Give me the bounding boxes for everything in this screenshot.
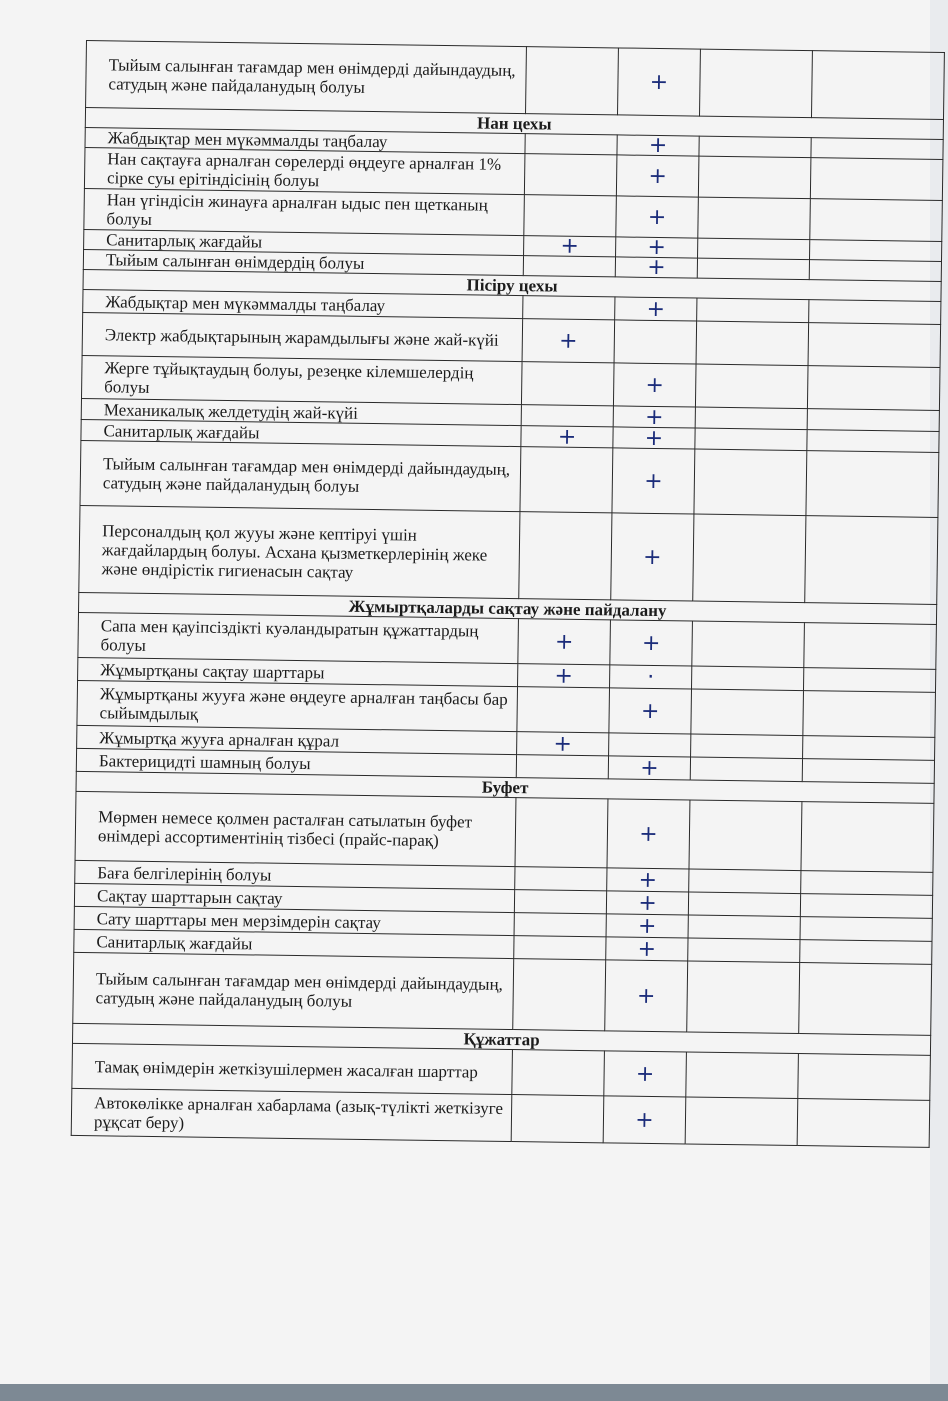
check-mark-cell-c2: + (606, 914, 688, 938)
check-mark-cell-c3 (688, 892, 800, 917)
check-mark-cell-c1 (517, 687, 610, 733)
checklist-item-text: Нан сақтауға арналған сөрелерді өңдеуге арналған 1% сірке суы ерітіндісінің болуы (84, 147, 525, 194)
check-mark-cell-c4 (803, 691, 936, 738)
check-mark-cell-c2: + (616, 155, 699, 197)
check-mark-cell-c3 (698, 197, 811, 240)
check-mark-cell-c3 (698, 156, 811, 199)
check-mark-cell-c2: + (615, 297, 697, 321)
check-mark-cell-c2: + (609, 688, 692, 734)
check-mark-cell-c1 (516, 755, 608, 779)
checklist-item-text: Жұмыртқа жууға арналған құрал (77, 725, 517, 754)
check-mark-cell-c1 (514, 913, 606, 937)
check-mark-cell-c2: + (611, 513, 694, 601)
check-mark-cell-c2: + (612, 448, 695, 514)
check-mark-cell-c4 (806, 451, 939, 518)
checklist-item-text: Механикалық желдетудің жай-күйі (81, 398, 521, 425)
check-mark-cell-c4 (803, 668, 935, 693)
check-mark-cell-c4 (807, 430, 939, 453)
check-mark-cell-c3 (695, 428, 807, 451)
check-mark-cell-c2: + (603, 1096, 686, 1144)
desk-surface (0, 1384, 948, 1401)
check-mark-cell-c3 (692, 621, 805, 668)
check-mark-cell-c1 (512, 1050, 605, 1096)
check-mark-cell-c2: + (613, 427, 695, 449)
check-mark-cell-c4 (798, 1054, 931, 1101)
check-mark-cell-c1 (519, 512, 612, 600)
check-mark-cell-c3 (688, 938, 800, 963)
checklist-item-text: Сату шарттары мен мерзімдерін сақтау (74, 906, 514, 935)
check-mark-cell-c4 (810, 199, 943, 242)
check-mark-cell-c2: + (616, 196, 699, 238)
inspection-checklist-table (71, 40, 945, 1148)
check-mark-cell-c1 (523, 296, 615, 320)
check-mark-cell-c1 (526, 47, 619, 115)
check-mark-cell-c2: + (606, 891, 688, 915)
check-mark-cell-c2: + (605, 960, 688, 1032)
check-mark-cell-c3 (687, 961, 800, 1034)
check-mark-cell-c1 (515, 867, 607, 891)
check-mark-cell-c4 (800, 917, 932, 942)
check-mark-cell-c2: + (607, 799, 690, 869)
check-mark-cell-c4 (804, 623, 937, 670)
check-mark-cell-c1: + (521, 426, 613, 448)
check-mark-cell-c3 (696, 321, 809, 366)
check-mark-cell-c1: + (522, 319, 615, 363)
check-mark-cell-c4 (797, 1099, 930, 1148)
check-mark-cell-c3 (691, 689, 804, 736)
check-mark-cell-c3 (690, 757, 802, 782)
checklist-row (86, 41, 945, 120)
check-mark-cell-c4 (811, 138, 943, 160)
check-mark-cell-c1: + (518, 664, 610, 688)
checklist-row (75, 791, 934, 872)
check-mark-cell-c2: + (618, 48, 701, 116)
check-mark-cell-c4 (811, 51, 944, 120)
check-mark-cell-c3 (699, 136, 811, 158)
checklist-item-text: Электр жабдықтарының жарамдылығы және жай-күйі (82, 312, 523, 361)
check-mark-cell-c3 (699, 49, 812, 118)
check-mark-cell-c2: + (607, 868, 689, 892)
check-mark-cell-c4 (807, 409, 939, 432)
checklist-item-text: Санитарлық жағдайы (81, 419, 521, 446)
check-mark-cell-c4 (809, 260, 941, 282)
section-title: Буфет (76, 771, 934, 803)
check-mark-cell-c1: + (518, 619, 611, 665)
checklist-item-text: Жұмыртқаны сақтау шарттары (78, 657, 518, 686)
checklist-item-text: Персоналдың қол жууы және кептіруі үшін жағдайлардың болуы. Асхана қызметкерлерінің жеке және өндірістік гигиенасын сақтау (79, 505, 520, 598)
section-title: Құжаттар (72, 1023, 930, 1055)
checklist-item-text: Тыйым салынған тағамдар мен өнімдерді дайындаудың, сатудың және пайдаланудың болуы (86, 41, 527, 114)
checklist-item-text: Нан үгіндісін жинауға арналған ыдыс пен щетканың болуы (84, 188, 525, 235)
check-mark-cell-c3 (695, 407, 807, 430)
check-mark-cell-c4 (810, 240, 942, 262)
checklist-item-text: Жұмыртқаны жууға және өңдеуге арналған таңбасы бар сыйымдылық (77, 680, 518, 731)
check-mark-cell-c3 (688, 915, 800, 940)
check-mark-cell-c3 (686, 1052, 799, 1099)
checklist-item-text: Жабдықтар мен мүкәммалды таңбалау (83, 289, 523, 318)
check-mark-cell-c3 (698, 238, 810, 260)
check-mark-cell-c3 (693, 514, 806, 603)
check-mark-cell-c4 (801, 871, 933, 896)
check-mark-cell-c1 (525, 134, 617, 155)
checklist-item-text: Мөрмен немесе қолмен расталған сатылатын буфет өнімдері ассортиментінің тізбесі (прайс-парақ) (75, 791, 516, 866)
check-mark-cell-c1 (520, 447, 613, 513)
check-mark-cell-c2: + (617, 135, 699, 156)
check-mark-cell-c1 (524, 195, 617, 237)
check-mark-cell-c1 (523, 256, 615, 277)
check-mark-cell-c2: + (613, 406, 695, 428)
checklist-item-text: Тыйым салынған өнімдердің болуы (83, 249, 523, 275)
check-mark-cell-c2: · (610, 665, 692, 689)
checklist-item-text: Тыйым салынған тағамдар мен өнімдерді дайындаудың, сатудың және пайдаланудың болуы (73, 952, 514, 1029)
check-mark-cell-c4 (801, 802, 934, 873)
check-mark-cell-c4 (799, 963, 932, 1036)
check-mark-cell-c2 (609, 733, 691, 757)
check-mark-cell-c1 (511, 1095, 604, 1143)
check-mark-cell-c4 (808, 323, 941, 368)
check-mark-cell-c3 (695, 364, 808, 409)
section-title: Пісіру цехы (83, 269, 941, 301)
checklist-item-text: Санитарлық жағдайы (84, 229, 524, 255)
checklist-item-text: Тыйым салынған тағамдар мен өнімдерді дайындаудың, сатудың және пайдаланудың болуы (80, 440, 521, 511)
check-mark-cell-c3 (689, 800, 802, 871)
checklist-row (80, 440, 939, 517)
check-mark-cell-c1 (521, 405, 613, 427)
check-mark-cell-c1 (524, 154, 617, 196)
check-mark-cell-c4 (809, 300, 941, 325)
check-mark-cell-c2: + (604, 1051, 687, 1097)
check-mark-cell-c2: + (606, 937, 688, 961)
check-mark-cell-c4 (800, 894, 932, 919)
checklist-item-text: Сапа мен қауіпсіздікті куәландыратын құжаттардың болуы (78, 612, 519, 663)
check-mark-cell-c1 (515, 798, 608, 868)
check-mark-cell-c4 (805, 516, 938, 605)
checklist-row (79, 505, 938, 604)
check-mark-cell-c1 (514, 890, 606, 914)
check-mark-cell-c4 (803, 736, 935, 761)
section-title: Нан цехы (85, 108, 943, 140)
check-mark-cell-c3 (697, 258, 809, 280)
checklist-row (73, 952, 932, 1035)
checklist-item-text: Бактерицидті шамның болуы (76, 748, 516, 777)
checklist-item-text: Жабдықтар мен мүкәммалды таңбалау (85, 127, 525, 153)
check-mark-cell-c4 (810, 158, 943, 201)
check-mark-cell-c3 (691, 666, 803, 691)
checklist-item-text: Баға белгілерінің болуы (75, 860, 515, 889)
section-title: Жұмыртқаларды сақтау және пайдалану (79, 592, 937, 624)
check-mark-cell-c3 (691, 734, 803, 759)
check-mark-cell-c2: + (608, 756, 690, 780)
check-mark-cell-c2: + (610, 620, 693, 666)
check-mark-cell-c4 (807, 366, 940, 411)
check-mark-cell-c2: + (613, 363, 696, 407)
check-mark-cell-c1 (513, 959, 606, 1031)
check-mark-cell-c4 (802, 759, 934, 784)
check-mark-cell-c2: + (615, 257, 697, 278)
checklist-item-text: Тамақ өнімдерін жеткізушілермен жасалған шарттар (72, 1043, 513, 1094)
check-mark-cell-c1: + (517, 732, 609, 756)
check-mark-cell-c2: + (616, 237, 698, 258)
check-mark-cell-c3 (689, 869, 801, 894)
checklist-item-text: Жерге тұйықтаудың болуы, резеңке кілемшелердің болуы (81, 355, 522, 404)
check-mark-cell-c3 (685, 1097, 798, 1146)
check-mark-cell-c2 (614, 320, 697, 364)
check-mark-cell-c3 (697, 298, 809, 323)
check-mark-cell-c4 (800, 940, 932, 965)
check-mark-cell-c3 (694, 449, 807, 516)
check-mark-cell-c1: + (524, 236, 616, 257)
check-mark-cell-c1 (521, 362, 614, 406)
checklist-item-text: Автокөлікке арналған хабарлама (азық-түлікті жеткізуге рұқсат беру) (71, 1088, 512, 1141)
checklist-item-text: Сақтау шарттарын сақтау (74, 883, 514, 912)
check-mark-cell-c1 (514, 936, 606, 960)
checklist-item-text: Санитарлық жағдайы (74, 929, 514, 958)
